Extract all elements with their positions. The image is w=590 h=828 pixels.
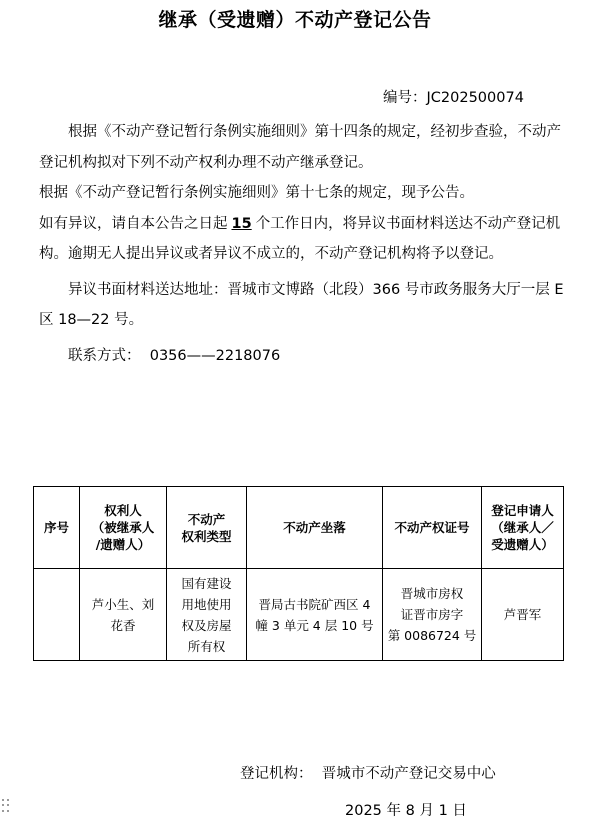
header-location: 不动产坐落: [247, 487, 383, 569]
header-certificate: 不动产权证号: [383, 487, 482, 569]
cell-applicant: 芦晋军: [482, 569, 564, 661]
drag-handle-icon[interactable]: [2, 799, 10, 813]
paragraph-announcement: 根据《不动产登记暂行条例实施细则》第十七条的规定，现予公告。: [39, 185, 474, 201]
paragraph-objection: [39, 209, 571, 270]
table-row: [34, 569, 564, 661]
header-seq: 序号: [34, 487, 80, 569]
notice-date: 2025 年 8 月 1 日: [345, 803, 467, 819]
property-table: [33, 486, 564, 661]
objection-days: 15: [231, 215, 252, 232]
header-right-type: 不动产 权利类型: [167, 487, 247, 569]
cell-location: 晋局古书院矿西区 4 幢 3 单元 4 层 10 号: [247, 569, 383, 661]
cell-certificate: 晋城市房权 证晋市房字 第 0086724 号: [383, 569, 482, 661]
objection-text-start: 如有异议，请自本公告之日起: [39, 215, 228, 232]
paragraph-contact: 联系方式： 0356——2218076: [68, 347, 281, 364]
header-holder: 权利人 （被继承人 /遗赠人）: [80, 487, 167, 569]
table-header-row: [34, 487, 564, 569]
header-applicant: 登记申请人 （继承人／ 受遗赠人）: [482, 487, 564, 569]
objection-text-end: 个工作日内，将异议书面材料送达不动产登记机构。逾期无人提出异议或者异议不成立的，不动产登记机构将予以登记。: [39, 215, 561, 262]
document-number: 编号：JC202500074: [383, 90, 524, 106]
notice-title: 继承（受遗赠）不动产登记公告: [158, 9, 432, 31]
paragraph-legal-basis: 根据《不动产登记暂行条例实施细则》第十四条的规定，经初步查验，不动产登记机构拟对下列不动产权利办理不动产继承登记。: [39, 124, 561, 171]
paragraph-address: 异议书面材料送达地址：晋城市文博路（北段）366 号市政务服务大厅一层 E 区 18—22 号。: [39, 281, 564, 328]
registration-agency: 登记机构： 晋城市不动产登记交易中心: [240, 766, 496, 782]
cell-holder: 芦小生、刘 花香: [80, 569, 167, 661]
cell-right-type: 国有建设 用地使用 权及房屋 所有权: [167, 569, 247, 661]
cell-seq: [34, 569, 80, 661]
notice-body: [39, 117, 571, 371]
